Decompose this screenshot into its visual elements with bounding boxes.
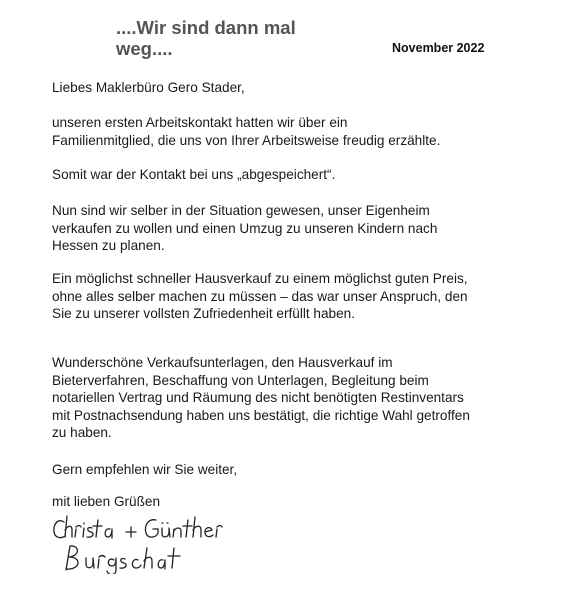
paragraph-4-line: Ein möglichst schneller Hausverkauf zu einem möglichst guten Preis, bbox=[52, 271, 468, 286]
paragraph-5 bbox=[52, 354, 470, 442]
paragraph-3-line: Nun sind wir selber in der Situation gewesen, unser Eigenheim bbox=[52, 203, 430, 218]
paragraph-2 bbox=[52, 166, 335, 184]
letter-title bbox=[116, 17, 336, 59]
paragraph-4-line: ohne alles selber machen zu müssen – das war unser Anspruch, den bbox=[52, 288, 468, 304]
handwritten-signature bbox=[50, 510, 250, 574]
paragraph-1 bbox=[52, 114, 440, 149]
paragraph-1-line: unseren ersten Arbeitskontakt hatten wir über ein bbox=[52, 115, 348, 130]
paragraph-3-line: Hessen zu planen. bbox=[52, 238, 165, 254]
paragraph-1-line: Familienmitglied, die uns von Ihrer Arbeitsweise freudig erzählte. bbox=[52, 132, 441, 148]
letter-date: November 2022 bbox=[392, 41, 485, 55]
paragraph-6-line: Gern empfehlen wir Sie weiter, bbox=[52, 462, 238, 477]
title-line-2: weg.... bbox=[116, 38, 173, 59]
paragraph-4 bbox=[52, 270, 468, 323]
paragraph-5-line: Bieterverfahren, Beschaffung von Unterlagen, Begleitung beim bbox=[52, 372, 429, 388]
title-line-1: ....Wir sind dann mal bbox=[116, 17, 296, 38]
paragraph-4-line: Sie zu unserer vollsten Zufriedenheit erfüllt haben. bbox=[52, 306, 356, 322]
paragraph-5-line: mit Postnachsendung haben uns bestätigt, die richtige Wahl getroffen bbox=[52, 407, 470, 423]
paragraph-5-line: Wunderschöne Verkaufsunterlagen, den Hausverkauf im bbox=[52, 355, 393, 370]
paragraph-2-line: Somit war der Kontakt bei uns „abgespeichert“. bbox=[52, 167, 336, 182]
closing: mit lieben Grüßen bbox=[52, 494, 161, 509]
paragraph-3-line: verkaufen zu wollen und einen Umzug zu unseren Kindern nach bbox=[52, 220, 438, 236]
paragraph-5-line: zu haben. bbox=[52, 425, 112, 441]
paragraph-6 bbox=[52, 461, 237, 479]
salutation: Liebes Maklerbüro Gero Stader, bbox=[52, 80, 245, 95]
paragraph-5-line: notariellen Vertrag und Räumung des nicht benötigten Restinventars bbox=[52, 390, 464, 406]
paragraph-3 bbox=[52, 202, 437, 255]
